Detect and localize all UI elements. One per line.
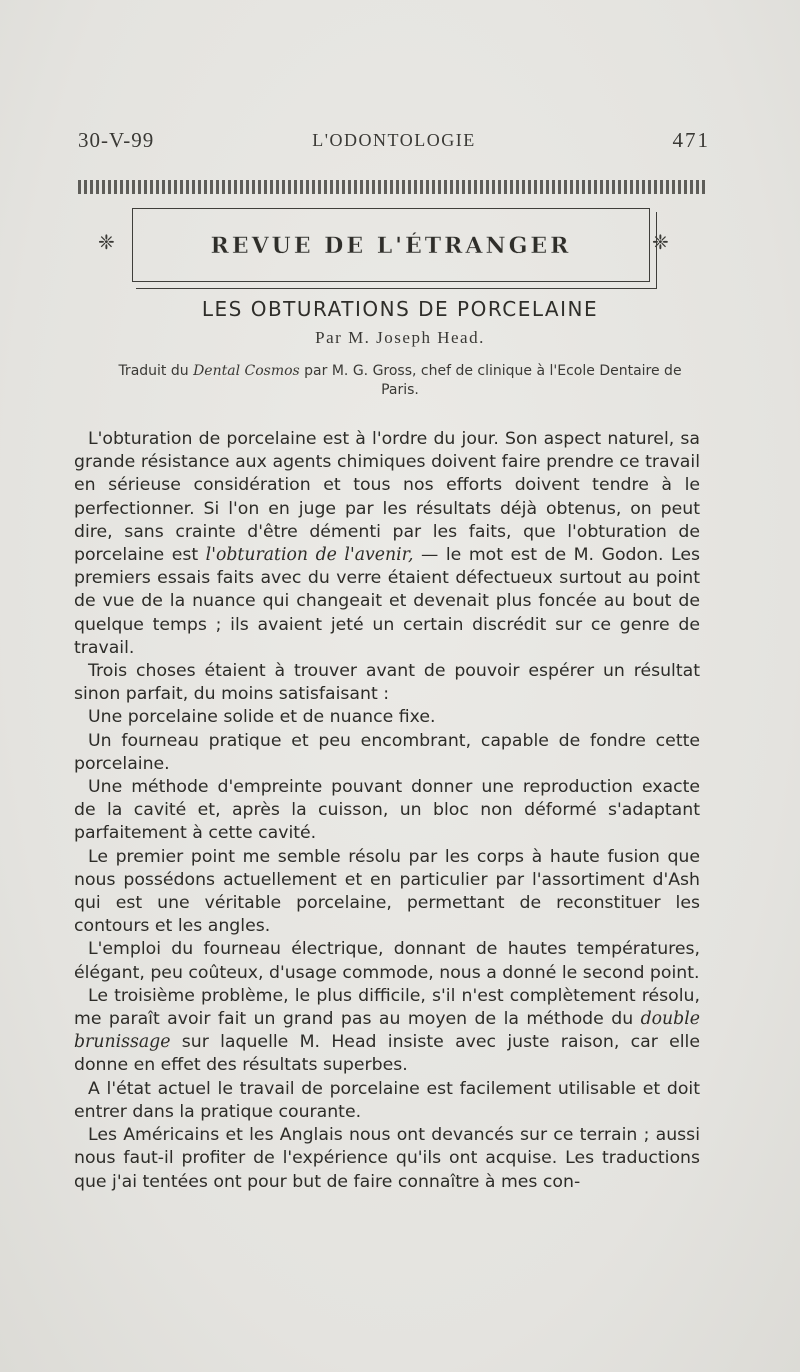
section-heading-box (132, 208, 650, 282)
article-title: LES OBTURATIONS DE PORCELAINE (201, 297, 599, 321)
decorative-ornament-band (78, 180, 706, 194)
paragraph-5: Une méthode d'empreinte pouvant donner une reproduction exacte de la cavité et, après la cuisson, un bloc non déformé s'adaptant parfaitement à cette cavité. (74, 777, 700, 844)
paragraph-3: Une porcelaine solide et de nuance fixe. (88, 707, 436, 728)
fleuron-left-icon: ❈ (98, 230, 115, 254)
paragraph-9: A l'état actuel le travail de porcelaine est facilement utilisable et doit entrer dans la pratique courante. (74, 1078, 700, 1122)
section-title: REVUE DE L'ÉTRANGER (210, 233, 572, 259)
paragraph-7: L'emploi du fourneau électrique, donnant de hautes températures, élégant, peu coûteux, d'usage commode, nous a donné le second point. (74, 939, 700, 983)
translation-note-post: par M. G. Gross, chef de clinique à l'Ecole Dentaire de Paris. (299, 363, 682, 398)
fleuron-right-icon: ❈ (652, 230, 669, 254)
paragraph-4: Un fourneau pratique et peu encombrant, capable de fondre cette porcelaine. (74, 730, 700, 774)
paragraph-10: Les Américains et les Anglais nous ont devancés sur ce terrain ; aussi nous faut-il profiter de l'expérience qu'ils ont acquise. Les traductions que j'ai tentées ont pour but de faire connaître à mes con- (74, 1125, 700, 1192)
paragraph-1 (74, 428, 700, 660)
issue-date: 30-V-99 (78, 128, 155, 152)
paragraph-8-emphasis: double brunissage (74, 1009, 700, 1053)
paragraph-1-text-b: — le mot est de M. Godon. Les premiers essais faits avec du verre étaient défectueux surtout au point de vue de la nuance qui changeait et devenait plus foncée au bout de quelque temps ; ils avaient jeté un certain discrédit sur ce genre de travail. (74, 545, 701, 658)
paragraph-6: Le premier point me semble résolu par les corps à haute fusion que nous possédons actuellement et en particulier par l'assortiment d'Ash qui est une véritable porcelaine, permettant de reconstituer les contours et les angles. (74, 846, 700, 937)
translation-source-journal: Dental Cosmos (193, 363, 300, 379)
page-number: 471 (672, 128, 710, 152)
paragraph-8 (74, 985, 700, 1078)
running-head (78, 128, 710, 158)
translation-note-pre: Traduit du (118, 363, 194, 379)
paragraph-1-emphasis: l'obturation de l'avenir, (205, 545, 414, 566)
article-body (74, 428, 700, 1194)
paragraph-8-text-a: Le troisième problème, le plus difficile, s'il n'est complètement résolu, me paraît avoir fait un grand pas au moyen de la méthode du (74, 985, 700, 1030)
translation-note (110, 362, 690, 400)
paragraph-2: Trois choses étaient à trouver avant de pouvoir espérer un résultat sinon parfait, du moins satisfaisant : (74, 661, 700, 705)
paragraph-1-text-a: L'obturation de porcelaine est à l'ordre du jour. Son aspect naturel, sa grande résistance aux agents chimiques doivent faire prendre ce travail en sérieuse considération et tous nos efforts doivent tendre à le perfectionner. Si l'on en juge par les résultats déjà obtenus, on peut dire, sans crainte d'être démenti par les faits, que l'obturation de porcelaine est (74, 429, 700, 566)
paragraph-8-text-b: sur laquelle M. Head insiste avec juste raison, car elle donne en effet des résultats superbes. (74, 1032, 700, 1076)
article-byline: Par M. Joseph Head. (315, 328, 485, 347)
journal-title: L'ODONTOLOGIE (312, 130, 476, 150)
